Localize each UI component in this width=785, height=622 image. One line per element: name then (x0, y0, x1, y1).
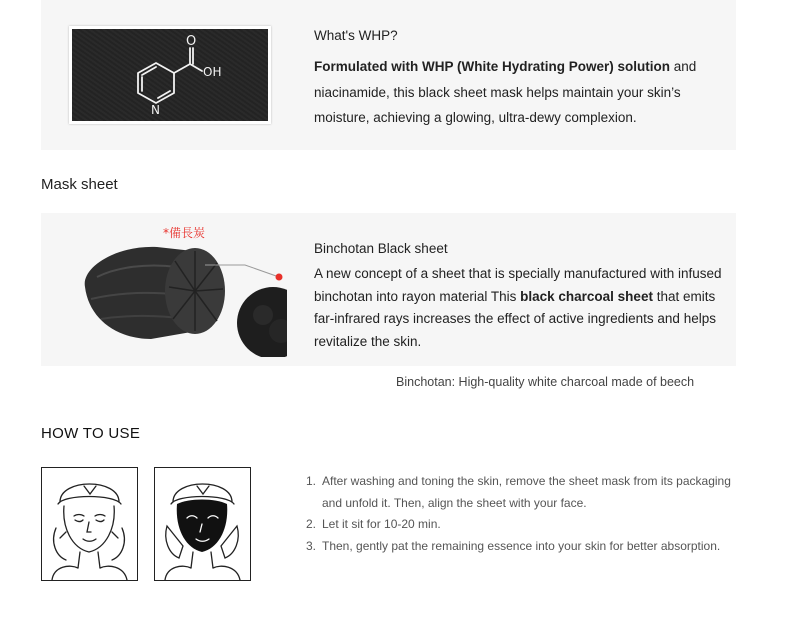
molecule-diagram (72, 29, 268, 121)
step-number: 2. (306, 517, 317, 531)
charcoal-illustration (77, 227, 287, 357)
callout-dot-icon (276, 274, 283, 281)
woman-sheet-mask-icon (155, 468, 250, 580)
niacinamide-structure-image (69, 26, 271, 124)
step-text: Let it sit for 10-20 min. (322, 517, 441, 531)
woman-face-icon (42, 468, 137, 580)
step-item (306, 514, 736, 536)
binchotan-caption: Binchotan: High-quality white charcoal made of beech (396, 375, 695, 389)
binchotan-title: Binchotan Black sheet (314, 241, 448, 256)
whp-title: What's WHP? (314, 28, 398, 43)
face-illustration-masked (154, 467, 251, 581)
carboxyl-bond (174, 64, 190, 73)
hydroxyl-label: OH (203, 65, 222, 79)
step-number: 1. (306, 474, 317, 488)
whp-panel (41, 0, 736, 150)
binchotan-label: *備長炭 (163, 227, 206, 240)
step-item (306, 471, 736, 514)
step-text: Then, gently pat the remaining essence into your skin for better absorption. (322, 538, 721, 553)
whp-text: and niacinamide, this black sheet mask helps maintain your skin’s moisture, achieving a glowing, ultra-dewy complexion. (314, 59, 697, 125)
binchotan-charcoal-image (77, 227, 287, 357)
whp-description (314, 54, 724, 131)
binchotan-panel (41, 213, 736, 366)
mask-sheet-heading: Mask sheet (41, 176, 118, 193)
nitrogen-label: N (151, 103, 160, 117)
chalkboard-background (72, 29, 268, 121)
binchotan-bold-text: black charcoal sheet (520, 288, 653, 304)
step-number: 3. (306, 538, 317, 553)
binchotan-text-2: that emits far-infrared rays increases the effect of active ingredients and helps revitalize the skin. (314, 288, 716, 349)
face-illustration-bare (41, 467, 138, 581)
binchotan-text-1: A new concept of a sheet that is specially manufactured with infused binchotan into rayon material This (314, 266, 722, 304)
pyridine-ring (138, 63, 174, 103)
step-item (306, 536, 736, 558)
how-to-use-steps (306, 471, 736, 557)
how-to-use-heading: HOW TO USE (41, 425, 141, 442)
binchotan-description (314, 263, 724, 353)
whp-bold-text: Formulated with WHP (White Hydrating Power) solution (314, 59, 670, 74)
oxygen-label: O (186, 34, 197, 49)
step-text: After washing and toning the skin, remove the sheet mask from its packaging and unfold it. Then, align the sheet with your face. (322, 474, 731, 510)
